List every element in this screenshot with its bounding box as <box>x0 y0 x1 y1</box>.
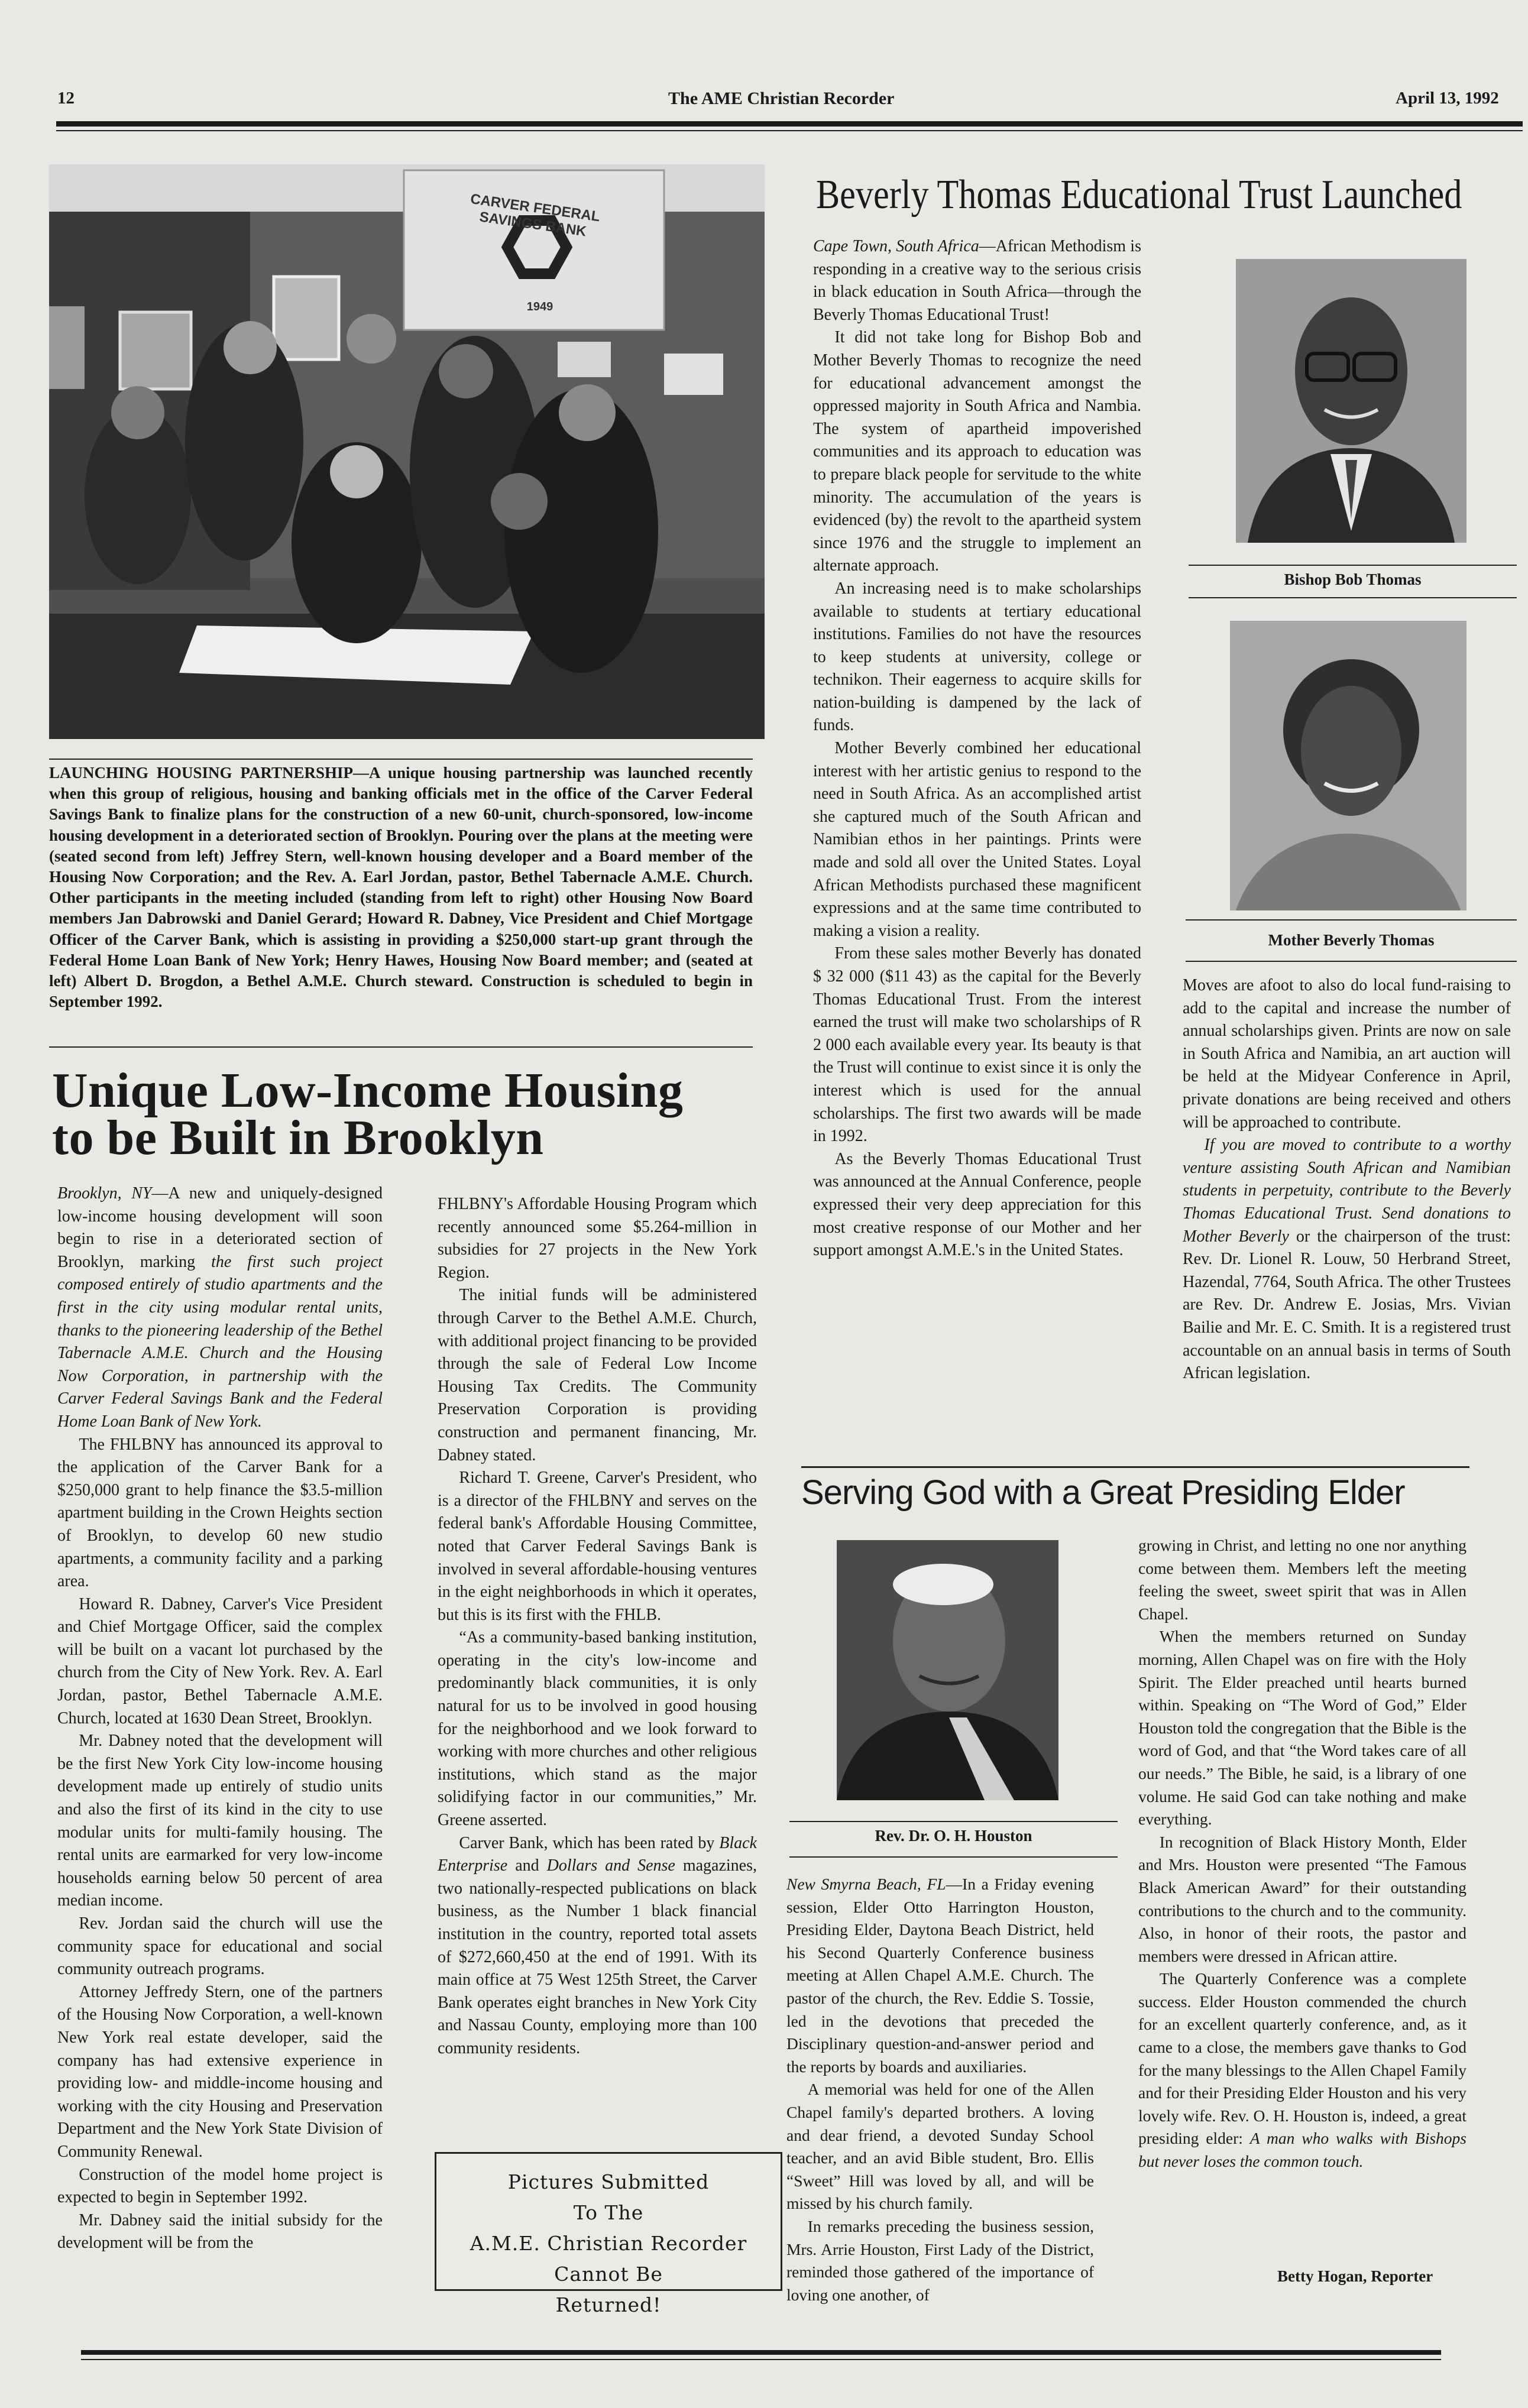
housing-paragraph: Attorney Jeffredy Stern, one of the partners of the Housing Now Corporation, a well-known New York real estate developer, said the company has had extensive experience in providing low- and middle-income housing and working with the city Housing and Preservation Department and the New York State Division of Community Renewal. <box>57 1982 383 2161</box>
houston-caption-rule-bottom <box>789 1856 1118 1858</box>
housing-paragraph: Rev. Jordan said the church will use the community space for educational and social community outreach programs. <box>57 1914 383 1979</box>
trust-paragraph: An increasing need is to make scholarships available to students at tertiary educational institutions. Families do not have the resources to keep students at university, college or technikon. Their eagerness to acquire skills for nation-building is dampened by the lack of funds. <box>813 579 1141 735</box>
notice-line: Pictures Submitted <box>507 2170 710 2193</box>
trust-dateline: Cape Town, South Africa <box>813 237 979 255</box>
notice-line: A.M.E. Christian Recorder <box>470 2232 747 2255</box>
bishop-caption-rule-bottom <box>1189 597 1517 598</box>
rev-houston-photo <box>837 1540 1058 1800</box>
housing-meeting-photo-image <box>49 164 765 739</box>
notice-line: Cannot Be <box>554 2263 663 2286</box>
housing-paragraph: Mr. Dabney said the initial subsidy for the development will be from the <box>57 2211 383 2253</box>
elder-article-column-2 <box>1138 1534 1467 2173</box>
housing-dateline: Brooklyn, NY <box>57 1184 152 1203</box>
elder-headline: Serving God with a Great Presiding Elder <box>801 1473 1405 1512</box>
bank-banner-year: 1949 <box>526 300 553 313</box>
bishop-photo-caption: Bishop Bob Thomas <box>1284 571 1422 588</box>
pictures-notice-box <box>435 2152 782 2316</box>
bank-banner-text: CARVER FEDERAL SAVINGS BANK <box>469 190 601 240</box>
housing-article-column-1 <box>57 1182 383 2255</box>
trust-paragraph: As the Beverly Thomas Educational Trust was announced at the Annual Conference, people expressed their very deep appreciation for this most creative response of our Mother and her support amongst A.M.E.'s in the United States. <box>813 1149 1141 1260</box>
elder-paragraph: A memorial was held for one of the Allen Chapel family's departed brothers. A loving and dear friend, a devoted Sunday School teacher, and an avid Bible student, Bro. Ellis “Sweet” Hill was loved by all, and will be missed by his church family. <box>786 2080 1094 2213</box>
elder-paragraph: New Smyrna Beach, FL—In a Friday evening session, Elder Otto Harrington Houston, Presiding Elder, Daytona Beach District, held his Second Quarterly Conference business meeting at Allen Chapel A.M.E. Church. The pastor of the church, the Rev. Eddie S. Tossie, led in the devotions that preceded the Disciplinary question-and-answer period and the reports by boards and auxiliaries. <box>786 1875 1094 2076</box>
issue-date: April 13, 1992 <box>1396 89 1499 108</box>
housing-paragraph: FHLBNY's Affordable Housing Program which recently announced some $5.264-million in subsidies for 27 projects in the New York Region. <box>438 1195 757 1282</box>
notice-line: To The <box>573 2201 644 2224</box>
page-number: 12 <box>57 89 75 108</box>
trust-paragraph: If you are moved to contribute to a worthy venture assisting South African and Namibian students in perpetuity, contribute to the Beverly Thomas Educational Trust. Send donations to Mother Beverly or the chairperson of the trust: Rev. Dr. Lionel R. Louw, 50 Herbrand Street, Hazendal, 7764, South Africa. The other Trustees are Rev. Dr. Andrew E. Josias, Mrs. Vivian Bailie and Mr. E. C. Smith. It is a registered trust accountable on an annual basis in terms of South African legislation. <box>1183 1136 1511 1383</box>
housing-headline <box>52 1063 762 1165</box>
elder-paragraph: In recognition of Black History Month, Elder and Mrs. Houston were presented “The Famous Black American Award” for their outstanding contributions to the church and to the community. Also, in honor of their roots, the pastor and members were dressed in African attire. <box>1138 1832 1467 1965</box>
mother-photo-caption: Mother Beverly Thomas <box>1268 931 1435 949</box>
elder-paragraph: The Quarterly Conference was a complete success. Elder Houston commended the church for an excellent quarterly conference, and, as it came to a close, the members gave thanks to God for the many blessings to the Allen Chapel Family and for their Presiding Elder Houston and his very lovely wife. Rev. O. H. Houston is, indeed, a great presiding elder: A man who walks with Bishops but never loses the common touch. <box>1138 1969 1467 2171</box>
elder-paragraph: In remarks preceding the business session, Mrs. Arrie Houston, First Lady of the District, reminded those gathered of the importance of loving one another, of <box>786 2216 1094 2304</box>
trust-paragraph: It did not take long for Bishop Bob and Mother Beverly Thomas to recognize the need for educational advancement amongst the oppressed majority in South Africa and Nambia. The system of apartheid impoverished communities and its approach to education was to prepare black people for servitude to the white minority. The accumulation of the years is evidenced (by) the revolt to the apartheid system since 1976 and the struggle to implement an alternate approach. <box>813 328 1141 575</box>
houston-photo-caption: Rev. Dr. O. H. Houston <box>875 1827 1032 1845</box>
footer-rule-thin <box>81 2359 1441 2360</box>
bishop-caption-rule <box>1189 565 1517 566</box>
mother-portrait-image <box>1230 621 1467 910</box>
mother-caption-rule <box>1186 919 1517 921</box>
bishop-portrait-image <box>1236 259 1467 543</box>
publication-name: The AME Christian Recorder <box>668 89 895 108</box>
housing-paragraph: Mr. Dabney noted that the development will be the first New York City low-income housing development made up entirely of studio units and also the first of its kind in the city to use modular units for multi-family housing. The rental units are earmarked for very low-income households earning below 50 percent of area median income. <box>57 1732 383 1910</box>
housing-headline-line1: Unique Low-Income Housing <box>52 1063 684 1118</box>
trust-headline: Beverly Thomas Educational Trust Launched <box>816 172 1462 218</box>
elder-paragraph: When the members returned on Sunday morning, Allen Chapel was on fire with the Holy Spirit. The Elder preached until hearts burned within. Speaking on “The Word of God,” Elder Houston told the congregation that the Bible is the word of God, and that “the Word takes care of all our needs.” The Bible, he said, is a library of one volume. He said God can take nothing and make everything. <box>1138 1627 1467 1829</box>
notice-line: Returned! <box>555 2293 662 2316</box>
trust-paragraph: Mother Beverly combined her educational interest with her artistic genius to respond to the need in South Africa. As an accomplished artist she captured much of the South African and Namibian ethos in her paintings. Prints were made and sold all over the United States. Loyal African Methodists purchased these magnificent expressions and at the same time contributed to making a vision a reality. <box>813 739 1141 940</box>
header-rule <box>56 121 1523 127</box>
footer-rule <box>81 2350 1441 2355</box>
bishop-bob-thomas-photo <box>1236 259 1467 543</box>
mother-caption-rule-bottom <box>1186 961 1517 962</box>
header-rule-thin <box>56 130 1523 131</box>
housing-paragraph: Richard T. Greene, Carver's President, who is a director of the FHLBNY and serves on the federal bank's Affordable Housing Committee, noted that Carver Federal Savings Bank is involved in several affordable-housing ventures in the eight neighborhoods in which it operates, but this is its first with the FHLB. <box>438 1469 757 1624</box>
housing-article-column-2 <box>438 1193 757 2060</box>
housing-paragraph: Brooklyn, NY—A new and uniquely-designed low-income housing development will soon begin to rise in a deteriorated section of Brooklyn, marking the first such project composed entirely of studio apartments and the first in the city using modular rental units, thanks to the pioneering leadership of the Bethel Tabernacle A.M.E. Church and the Housing Now Corporation, in partnership with the Carver Federal Savings Bank and the Federal Home Loan Bank of New York. <box>57 1184 383 1431</box>
housing-paragraph: Howard R. Dabney, Carver's Vice President and Chief Mortgage Officer, said the complex will be built on a vacant lot purchased by the church from the City of New York. Rev. A. Earl Jordan, pastor, Bethel Tabernacle A.M.E. Church, located at 1630 Dean Street, Brooklyn. <box>57 1594 383 1728</box>
trust-paragraph: From these sales mother Beverly has donated $ 32 000 ($11 43) as the capital for the Beverly Thomas Educational Trust. From the interest earned the trust will make two scholarships of R 2 000 each available every year. Its beauty is that the Trust will continue to exist since it is only the interest which is used for the annual scholarships. The first two awards will be made in 1992. <box>813 944 1141 1146</box>
housing-headline-line2: to be Built in Brooklyn <box>52 1110 544 1165</box>
housing-photo-caption: LAUNCHING HOUSING PARTNERSHIP—A unique housing partnership was launched recently when this group of religious, housing and banking officials met in the office of the Carver Federal Savings Bank to finalize plans for the construction of a new 60-unit, church-sponsored, low-income housing development in a deteriorated section of Brooklyn. Pouring over the plans at the meeting were (seated second from left) Jeffrey Stern, well-known housing developer and a Board member of the Housing Now Corporation; and the Rev. A. Earl Jordan, pastor, Bethel Tabernacle A.M.E. Church. Other participants in the meeting included (standing from left to right) other Housing Now Board members Jan Dabrowski and Daniel Gerard; Howard R. Dabney, Vice President and Chief Mortgage Officer of the Carver Bank, which is assisting in providing a $250,000 start-up grant through the Federal Home Loan Bank of New York; Henry Hawes, Housing Now Board member; and (seated at left) Albert D. Brogdon, a Bethel A.M.E. Church steward. Construction is scheduled to begin in September 1992. <box>49 764 753 1011</box>
elder-byline: Betty Hogan, Reporter <box>1277 2267 1433 2285</box>
housing-paragraph: Construction of the model home project is expected to begin in September 1992. <box>57 2165 383 2207</box>
trust-paragraph: Cape Town, South Africa—African Methodism is responding in a creative way to the serious crisis in black education in South Africa—through the Beverly Thomas Educational Trust! <box>813 237 1141 324</box>
trust-paragraph: Moves are afoot to also do local fund-raising to add to the capital and increase the number of annual scholarships given. Prints are now on sale in South Africa and Namibia, an art auction will be held at the Midyear Conference in April, private donations are being received and others will be approached to contribute. <box>1183 976 1511 1132</box>
housing-paragraph: “As a community-based banking institution, operating in the city's low-income and predominantly black communities, it is only natural for us to be involved in good housing for the neighborhood and we look forward to working with more churches and other religious institutions, which stand as the major solidifying factor in our communities,” Mr. Greene asserted. <box>438 1628 757 1830</box>
housing-paragraph: Carver Bank, which has been rated by Black Enterprise and Dollars and Sense magazines, two nationally-respected publications on black business, as the Number 1 black financial institution in the country, reported total assets of $272,660,450 at the end of 1991. With its main office at 75 West 125th Street, the Carver Bank operates eight branches in New York City and Nassau County, employing more than 100 community residents. <box>438 1833 757 2057</box>
housing-paragraph: The initial funds will be administered through Carver to the Bethel A.M.E. Church, with additional project financing to be provided through the sale of Federal Low Income Housing Tax Credits. The Community Preservation Corporation is providing construction and permanent financing, Mr. Dabney stated. <box>438 1286 757 1464</box>
elder-paragraph: growing in Christ, and letting no one nor anything come between them. Members left the meeting feeling the sweet, sweet spirit that was in Allen Chapel. <box>1138 1536 1467 1623</box>
housing-meeting-photo <box>49 164 765 739</box>
trust-article-column-2 <box>1183 974 1511 1385</box>
elder-headline-top-rule <box>801 1466 1469 1468</box>
mother-beverly-thomas-photo <box>1230 621 1467 910</box>
elder-article-column-1 <box>786 1873 1094 2306</box>
houston-caption-rule <box>789 1821 1118 1822</box>
caption-top-rule <box>49 759 753 760</box>
houston-portrait-image <box>837 1540 1058 1800</box>
trust-article-column-1 <box>813 235 1141 1262</box>
housing-paragraph: The FHLBNY has announced its approval to the application of the Carver Bank for a $250,000 grant to help finance the $3.5-million apartment building in the Crown Heights section of Brooklyn, to develop 60 new studio apartments, a community facility and a parking area. <box>57 1435 383 1591</box>
elder-dateline: New Smyrna Beach, FL <box>786 1875 946 1893</box>
caption-bottom-rule <box>49 1046 753 1048</box>
